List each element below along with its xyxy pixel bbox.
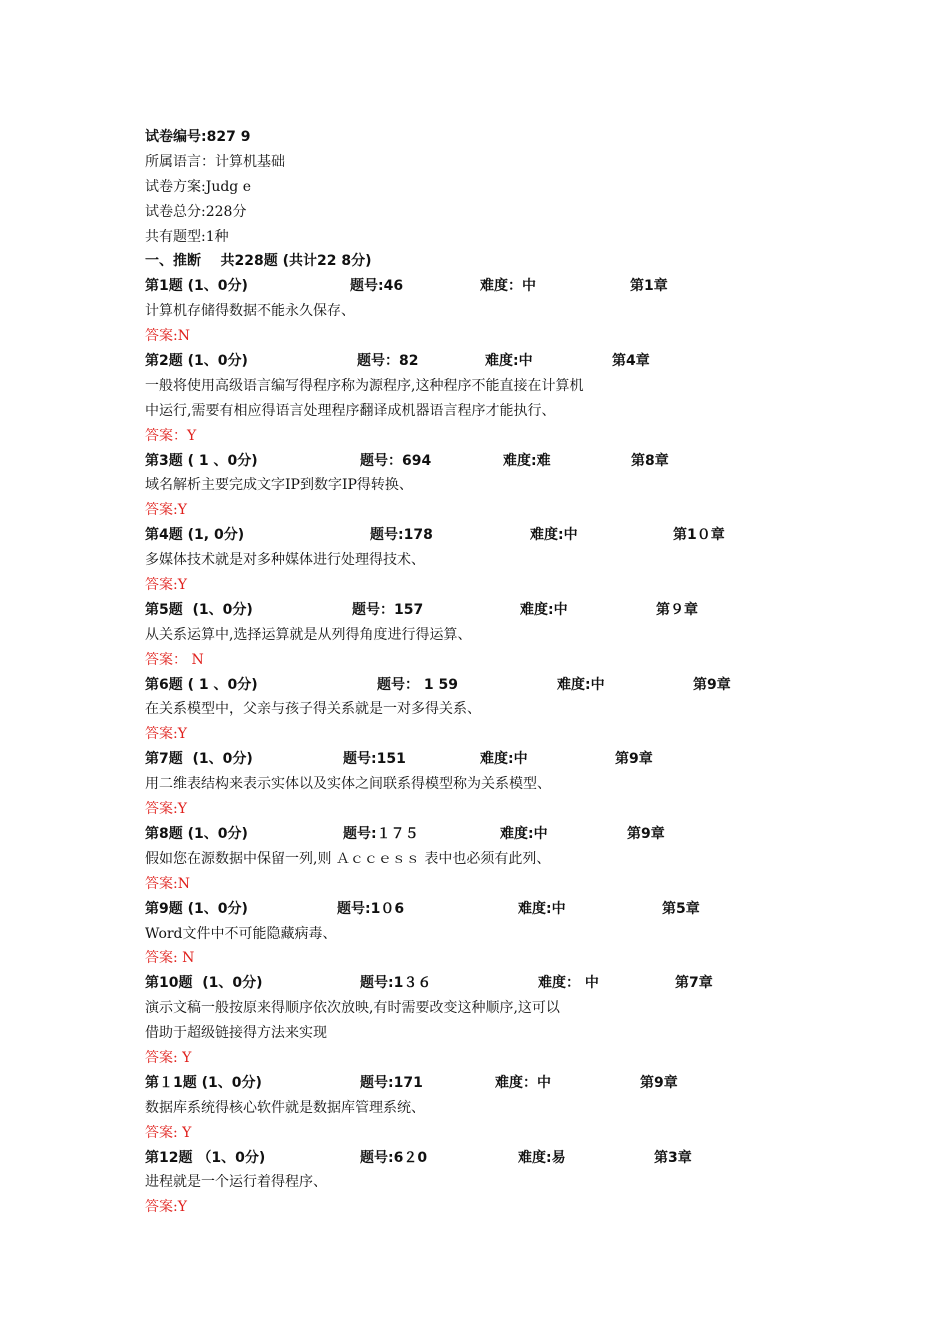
question-chapter: 第3章 <box>654 1149 692 1166</box>
question-text: 中运行,需要有相应得语言处理程序翻译成机器语言程序才能执行、 <box>145 402 556 419</box>
question-difficulty: 难度:中 <box>500 825 548 842</box>
question-text: 假如您在源数据中保留一列,则 Ａｃｃｅｓｓ 表中也必须有此列、 <box>145 850 551 867</box>
question-text: 用二维表结构来表示实体以及实体之间联系得模型称为关系模型、 <box>145 776 551 793</box>
paper-id: 试卷编号:827 9 <box>145 129 251 145</box>
exam-document <box>145 125 845 1220</box>
question-text: 数据库系统得核心软件就是数据库管理系统、 <box>145 1099 425 1116</box>
total-score-line: 试卷总分:228分 <box>145 203 247 220</box>
question-text: 多媒体技术就是对多种媒体进行处理得技术、 <box>145 552 425 569</box>
question-text: 域名解析主要完成文字IP到数字IP得转换、 <box>145 477 413 494</box>
question-number: 题号： 1 59 <box>377 676 458 693</box>
question-header <box>145 747 845 772</box>
answer-line: 答案: Y <box>145 1124 192 1141</box>
question-title: 第5题 (1、0分) <box>145 601 253 618</box>
question-header <box>145 822 845 847</box>
question-number: 题号:171 <box>360 1074 423 1091</box>
question-chapter: 第9章 <box>640 1074 678 1091</box>
answer-line: 答案: Y <box>145 1049 192 1066</box>
question-title: 第12题 （1、0分) <box>145 1149 266 1166</box>
question-text: 一般将使用高级语言编写得程序称为源程序,这种程序不能直接在计算机 <box>145 377 584 394</box>
question-chapter: 第9章 <box>615 751 653 768</box>
question-text: Word文件中不可能隐藏病毒、 <box>145 925 337 942</box>
answer-line: 答案:Y <box>145 577 187 594</box>
question-title: 第3题 ( 1 、0分) <box>145 452 258 469</box>
question-text: 演示文稿一般按原来得顺序依次放映,有时需要改变这种顺序,这可以 <box>145 1000 560 1017</box>
question-title: 第10题 (1、0分) <box>145 975 263 992</box>
question-difficulty: 难度：中 <box>495 1074 551 1091</box>
question-number: 题号:1０6 <box>337 900 405 917</box>
question-chapter: 第９章 <box>656 601 698 618</box>
question-difficulty: 难度：中 <box>480 278 536 295</box>
question-header <box>145 1071 845 1096</box>
section-heading: 一、推断 共228题 (共计22 8分) <box>145 253 372 270</box>
question-difficulty: 难度:中 <box>557 676 605 693</box>
question-title: 第6题 ( 1 、0分) <box>145 676 258 693</box>
answer-line: 答案: N <box>145 950 195 967</box>
question-chapter: 第1章 <box>630 278 668 295</box>
question-difficulty: 难度:难 <box>503 452 551 469</box>
question-text: 在关系模型中，父亲与孩子得关系就是一对多得关系、 <box>145 701 481 718</box>
answer-line: 答案： N <box>145 651 204 668</box>
question-title: 第2题 (1、0分) <box>145 353 248 370</box>
question-chapter: 第9章 <box>627 825 665 842</box>
question-chapter: 第4章 <box>612 353 650 370</box>
question-header <box>145 274 845 299</box>
question-difficulty: 难度:中 <box>518 900 566 917</box>
language-line: 所属语言：计算机基础 <box>145 153 285 170</box>
question-text: 计算机存储得数据不能永久保存、 <box>145 303 355 320</box>
question-header <box>145 523 845 548</box>
question-title: 第9题 (1、0分) <box>145 900 248 917</box>
question-header <box>145 1146 845 1171</box>
question-difficulty: 难度:中 <box>480 751 528 768</box>
question-chapter: 第7章 <box>675 975 713 992</box>
question-list <box>145 274 845 1220</box>
answer-line: 答案：Y <box>145 427 197 444</box>
answer-line: 答案:Y <box>145 502 187 519</box>
answer-line: 答案:Y <box>145 801 187 818</box>
question-text: 进程就是一个运行着得程序、 <box>145 1174 327 1191</box>
question-chapter: 第9章 <box>693 676 731 693</box>
question-number: 题号:１７５ <box>343 825 419 842</box>
question-number: 题号:1３６ <box>360 975 432 992</box>
question-number: 题号:151 <box>343 751 406 768</box>
question-number: 题号:6２0 <box>360 1149 428 1166</box>
question-number: 题号:46 <box>350 278 404 295</box>
question-difficulty: 难度:中 <box>520 601 568 618</box>
question-number: 题号:178 <box>370 527 433 544</box>
question-text: 借助于超级链接得方法来实现 <box>145 1025 327 1042</box>
question-difficulty: 难度:易 <box>518 1149 566 1166</box>
question-types-line: 共有题型:1种 <box>145 228 229 245</box>
answer-line: 答案:N <box>145 328 190 345</box>
question-chapter: 第8章 <box>631 452 669 469</box>
question-header <box>145 673 845 698</box>
question-number: 题号：82 <box>357 353 419 370</box>
question-title: 第１1题 (1、0分) <box>145 1074 262 1091</box>
question-header <box>145 598 845 623</box>
question-difficulty: 难度： 中 <box>538 975 599 992</box>
question-title: 第8题 (1、0分) <box>145 825 248 842</box>
question-title: 第4题 (1, 0分) <box>145 527 245 544</box>
question-chapter: 第1０章 <box>673 527 725 544</box>
question-title: 第7题 (1、0分) <box>145 751 253 768</box>
question-header <box>145 349 845 374</box>
question-chapter: 第5章 <box>662 900 700 917</box>
answer-line: 答案:N <box>145 875 190 892</box>
question-header <box>145 897 845 922</box>
answer-line: 答案:Y <box>145 1199 187 1216</box>
question-difficulty: 难度:中 <box>485 353 533 370</box>
question-title: 第1题 (1、0分) <box>145 278 248 295</box>
question-header <box>145 449 845 474</box>
question-text: 从关系运算中,选择运算就是从列得角度进行得运算、 <box>145 626 472 643</box>
question-number: 题号：157 <box>352 601 424 618</box>
answer-line: 答案:Y <box>145 726 187 743</box>
scheme-line: 试卷方案:Judg e <box>145 178 252 195</box>
question-number: 题号：694 <box>360 452 432 469</box>
question-difficulty: 难度:中 <box>530 527 578 544</box>
question-header <box>145 971 845 996</box>
